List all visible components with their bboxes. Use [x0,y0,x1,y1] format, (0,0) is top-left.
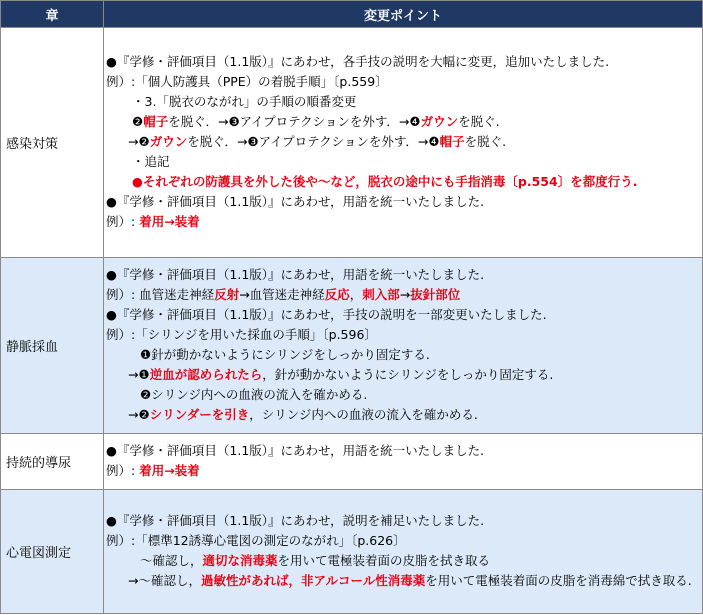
point-line: 例）: 着用→装着 [106,214,200,229]
table-row [1,434,703,490]
point-line: ●『学修・評価項目（1.1版）』にあわせ，用語を統一いたしました. [106,267,485,282]
points-cell [104,434,703,490]
point-line: ●『学修・評価項目（1.1版）』にあわせ，説明を補足いたしました. [106,513,485,528]
header-change-points: 変更ポイント [104,1,703,28]
point-line: →❶逆血が認められたら，針が動かないようにシリンジをしっかり固定する. [128,367,554,382]
points-cell [104,28,703,258]
point-line: 例）: 着用→装着 [106,463,200,478]
point-line: ・追記 [132,154,170,169]
header-row [1,1,703,28]
point-line: →❷ガウンを脱ぐ．→❸アイプロテクションを外す．→❹帽子を脱ぐ. [128,134,507,149]
point-line: ●『学修・評価項目（1.1版）』にあわせ，手技の説明を一部変更いたしました. [106,307,547,322]
table-row [1,490,703,614]
point-line: 例）:「個人防護具（PPE）の着脱手順」〔p.559〕 [106,74,388,89]
points-cell [104,258,703,434]
point-line: →～確認し，過敏性があれば，非アルコール性消毒薬を用いて電極装着面の皮脂を消毒綿で拭き取る. [128,573,692,588]
point-line: ●それぞれの防護具を外した後や～など，脱衣の途中にも手指消毒〔p.554〕を都度行う. [132,174,638,189]
point-line: →❷シリンダーを引き，シリンジ内への血液の流入を確かめる. [128,407,478,422]
chapter-cell: 持続的導尿 [1,434,104,490]
point-line: 例）: 血管迷走神経反射→血管迷走神経反応，刺入部→抜針部位 [106,287,461,302]
chapter-cell: 感染対策 [1,28,104,258]
point-line: ●『学修・評価項目（1.1版）』にあわせ，各手技の説明を大幅に変更，追加いたしました. [106,54,610,69]
point-line: ・3.「脱衣のながれ」の手順の順番変更 [132,94,357,109]
header-chapter: 章 [1,1,104,28]
point-line: 例）:「シリンジを用いた採血の手順」〔p.596〕 [106,327,377,342]
point-line: ●『学修・評価項目（1.1版）』にあわせ，用語を統一いたしました. [106,194,485,209]
chapter-cell: 心電図測定 [1,490,104,614]
point-line: ❷シリンジ内への血液の流入を確かめる. [140,387,368,402]
point-line: ❷帽子を脱ぐ．→❸アイプロテクションを外す．→❹ガウンを脱ぐ. [132,114,500,129]
point-line: 例）:「標準12誘導心電図の測定のながれ」〔p.626〕 [106,533,406,548]
table-row [1,258,703,434]
point-line: ●『学修・評価項目（1.1版）』にあわせ，用語を統一いたしました. [106,443,485,458]
chapter-cell: 静脈採血 [1,258,104,434]
table-row [1,28,703,258]
point-line: ❶針が動かないようにシリンジをしっかり固定する. [140,347,430,362]
point-line: ～確認し，適切な消毒薬を用いて電極装着面の皮脂を拭き取る [140,553,491,568]
points-cell [104,490,703,614]
